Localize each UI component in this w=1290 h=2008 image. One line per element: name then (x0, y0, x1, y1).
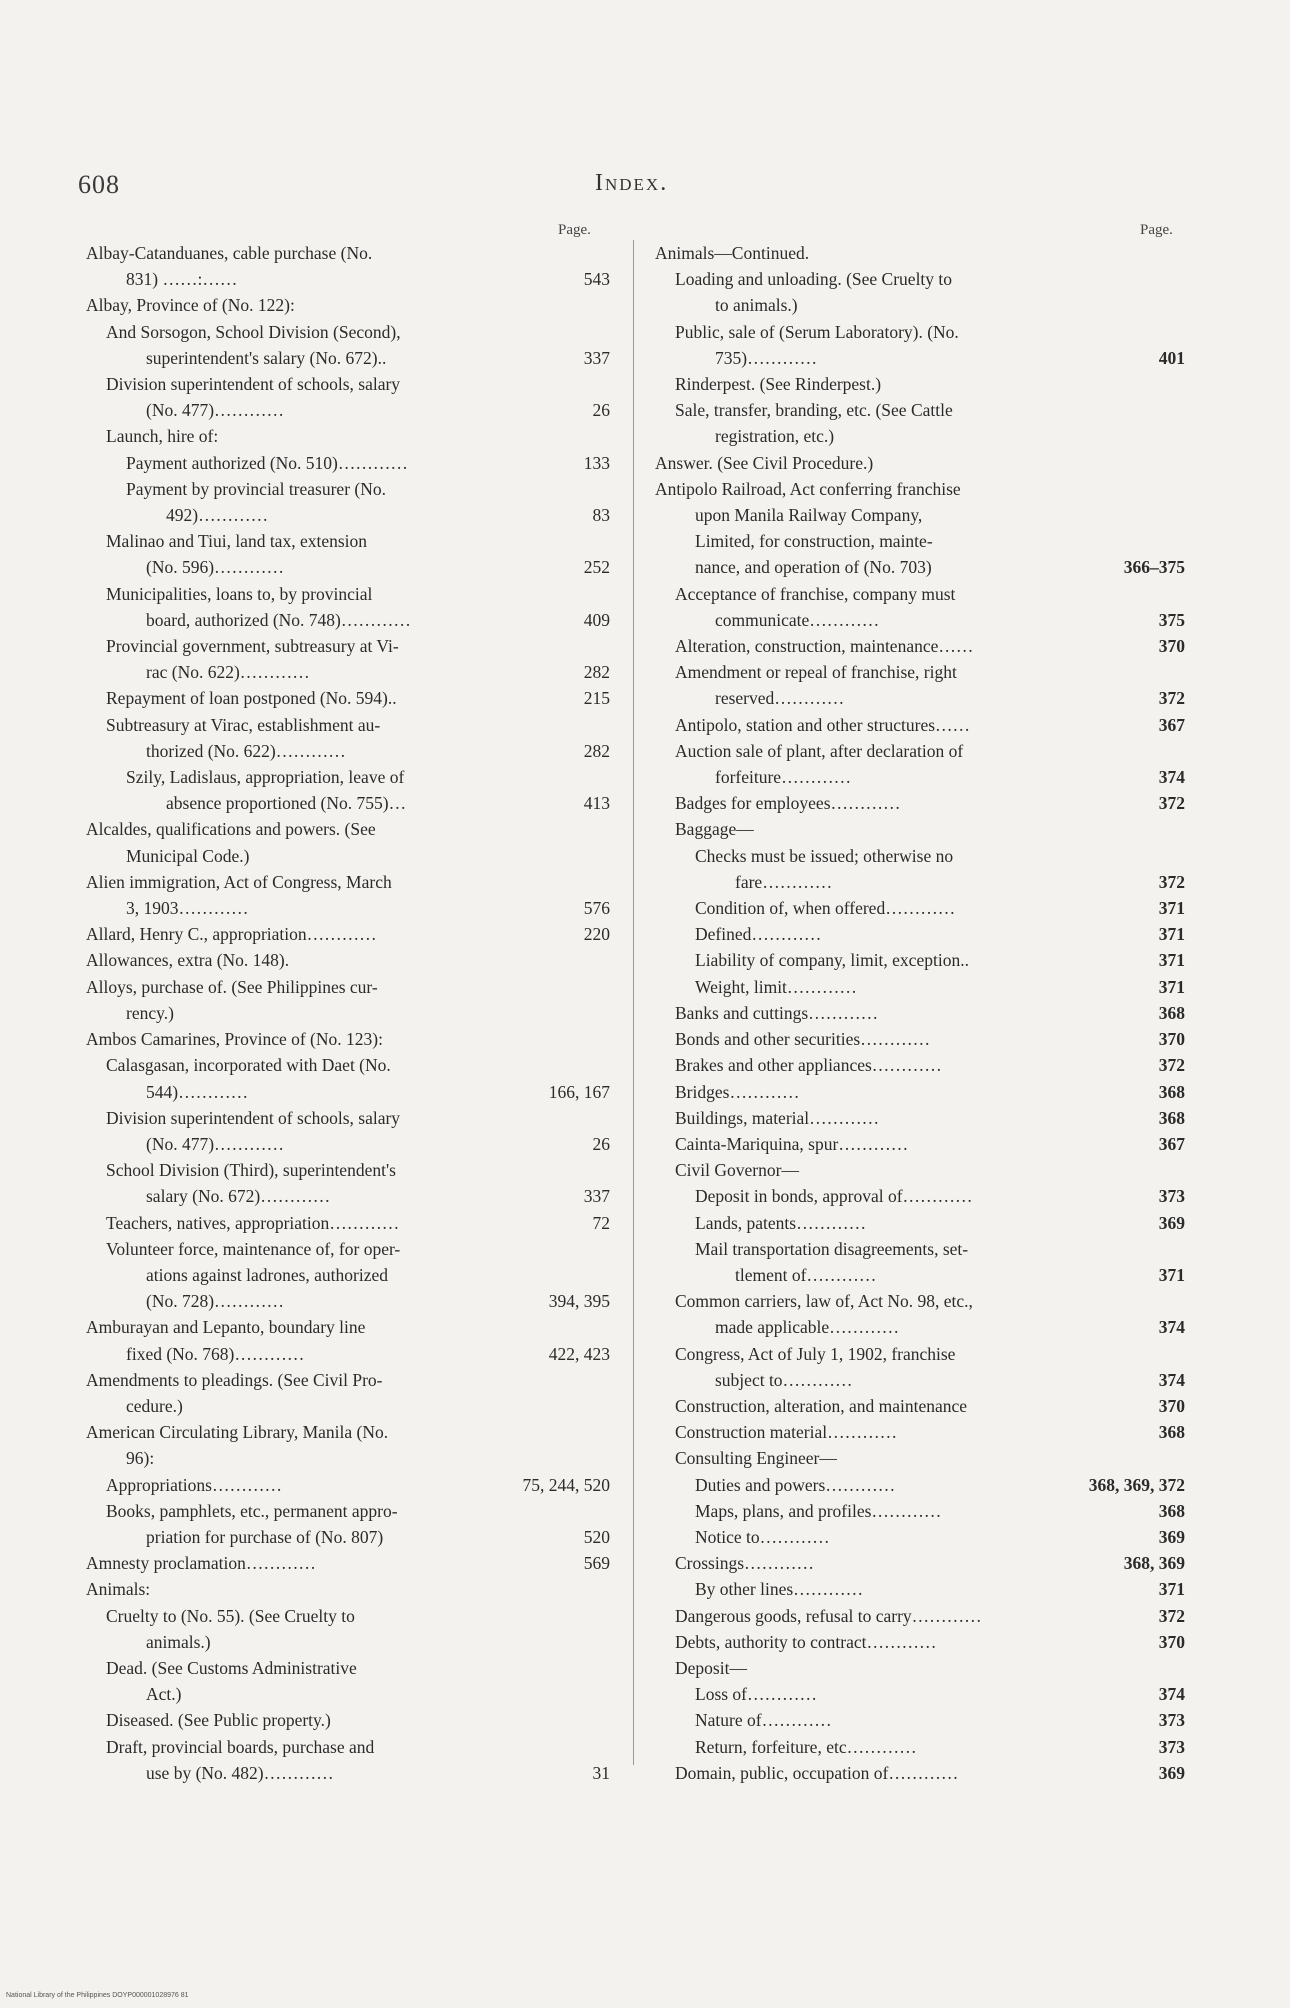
index-entry-line: Alloys, purchase of. (See Philippines cur- (86, 976, 378, 997)
index-entry-line: (No. 728)………… (146, 1291, 285, 1312)
index-entry (86, 1236, 610, 1315)
index-entry (655, 895, 1185, 921)
index-page-ref: 252 (583, 557, 610, 578)
index-entry (655, 371, 1185, 397)
index-entry-line: Payment authorized (No. 510)………… (126, 452, 408, 473)
index-entry-line: 3, 1903………… (126, 898, 249, 919)
index-page-ref: 83 (592, 505, 610, 526)
index-entry-line: rency.) (126, 1002, 174, 1023)
index-entry (86, 450, 610, 476)
index-page-ref: 368 (1158, 1081, 1185, 1102)
index-entry (655, 1550, 1185, 1576)
index-entry-line: Provincial government, subtreasury at Vi- (106, 636, 399, 657)
index-page-ref: 371 (1158, 1579, 1185, 1600)
index-entry-line: Congress, Act of July 1, 1902, franchise (675, 1343, 956, 1364)
index-page-ref: 368, 369, 372 (1088, 1474, 1185, 1495)
index-page-ref: 75, 244, 520 (522, 1474, 610, 1495)
index-entry (86, 1210, 610, 1236)
index-entry (655, 1629, 1185, 1655)
index-page-ref: 422, 423 (548, 1343, 610, 1364)
index-entry (86, 1734, 610, 1786)
index-page-ref: 369 (1158, 1212, 1185, 1233)
index-entry (655, 816, 1185, 842)
index-page-ref: 374 (1158, 1317, 1185, 1338)
index-entry-line: Domain, public, occupation of………… (675, 1762, 959, 1783)
index-entry-line: Deposit— (675, 1657, 747, 1678)
index-entry (655, 1760, 1185, 1786)
index-entry (655, 1445, 1185, 1471)
index-entry-line: Sale, transfer, branding, etc. (See Cattle (675, 400, 953, 421)
index-entry (86, 685, 610, 711)
index-entry-line: tlement of………… (735, 1264, 877, 1285)
index-column-left (86, 240, 610, 1786)
index-page-ref: 374 (1158, 767, 1185, 788)
index-entry (655, 1472, 1185, 1498)
index-entry (655, 1603, 1185, 1629)
index-entry-line: Public, sale of (Serum Laboratory). (No. (675, 321, 959, 342)
index-entry (655, 1288, 1185, 1340)
index-entry-line: forfeiture………… (715, 767, 852, 788)
index-entry (655, 633, 1185, 659)
index-entry-line: Appropriations………… (106, 1474, 282, 1495)
index-page-ref: 371 (1158, 976, 1185, 997)
index-entry-line: Checks must be issued; otherwise no (695, 845, 954, 866)
index-entry (655, 1157, 1185, 1183)
index-entry (86, 1655, 610, 1707)
index-page-ref: 374 (1158, 1369, 1185, 1390)
index-entry (655, 581, 1185, 633)
index-entry-line: to animals.) (715, 295, 798, 316)
index-entry-line: Brakes and other appliances………… (675, 1055, 942, 1076)
index-page-ref: 166, 167 (548, 1081, 610, 1102)
index-entry-line: Buildings, material………… (675, 1107, 880, 1128)
index-entry (86, 1367, 610, 1419)
index-entry-line: (No. 477)………… (146, 1133, 285, 1154)
index-page-ref: 370 (1158, 1395, 1185, 1416)
index-entry (655, 1734, 1185, 1760)
index-page-ref: 31 (592, 1762, 610, 1783)
index-entry (655, 1681, 1185, 1707)
index-entry-line: American Circulating Library, Manila (No. (86, 1422, 389, 1443)
index-page-ref: 413 (583, 793, 610, 814)
index-entry (655, 1026, 1185, 1052)
index-entry-line: Weight, limit………… (695, 976, 857, 997)
page-column-heading-left: Page. (558, 222, 591, 238)
index-entry (86, 1498, 610, 1550)
index-page-ref: 366–375 (1123, 557, 1185, 578)
index-page-ref: 370 (1158, 636, 1185, 657)
index-entry-line: (No. 477)………… (146, 400, 285, 421)
index-entry-line: Loading and unloading. (See Cruelty to (675, 269, 953, 290)
index-entry (655, 240, 1185, 266)
index-entry-line: Limited, for construction, mainte- (695, 531, 933, 552)
index-entry-line: 831) ……:…… (126, 269, 238, 290)
index-entry (655, 476, 1185, 581)
index-column-right (655, 240, 1185, 1786)
index-entry (86, 1419, 610, 1471)
index-entry-line: Maps, plans, and profiles………… (695, 1500, 942, 1521)
index-entry (655, 712, 1185, 738)
index-entry (655, 947, 1185, 973)
index-page-ref: 368 (1158, 1422, 1185, 1443)
index-page-ref: 576 (583, 898, 610, 919)
index-entry (655, 450, 1185, 476)
index-page-ref: 409 (583, 609, 610, 630)
index-entry (655, 1524, 1185, 1550)
index-entry (86, 528, 610, 580)
index-entry (86, 1603, 610, 1655)
index-entry-line: use by (No. 482)………… (146, 1762, 334, 1783)
index-entry-line: Amnesty proclamation………… (86, 1553, 316, 1574)
index-entry (86, 869, 610, 921)
index-page-ref: 72 (592, 1212, 610, 1233)
index-entry (86, 1707, 610, 1733)
index-entry-line: 735)………… (715, 347, 818, 368)
index-entry (86, 921, 610, 947)
index-entry-line: Bridges………… (675, 1081, 800, 1102)
index-entry (86, 371, 610, 423)
index-entry-line: Notice to………… (695, 1526, 830, 1547)
index-page-ref: 520 (583, 1526, 610, 1547)
index-page-ref: 371 (1158, 898, 1185, 919)
index-entry-line: Dead. (See Customs Administrative (106, 1657, 357, 1678)
index-page-ref: 569 (583, 1553, 610, 1574)
index-entry-line: Deposit in bonds, approval of………… (695, 1186, 973, 1207)
index-entry (86, 1157, 610, 1209)
index-entry-line: Common carriers, law of, Act No. 98, etc., (675, 1291, 973, 1312)
index-entry-line: Lands, patents………… (695, 1212, 867, 1233)
index-entry (655, 266, 1185, 318)
index-entry-line: Division superintendent of schools, salary (106, 374, 401, 395)
index-page-ref: 371 (1158, 950, 1185, 971)
index-entry-line: 492)………… (166, 505, 269, 526)
running-head: Index. (595, 170, 669, 196)
index-entry-line: Mail transportation disagreements, set- (695, 1238, 969, 1259)
index-page-ref: 282 (583, 662, 610, 683)
index-entry-line: Baggage— (675, 819, 754, 840)
index-entry-line: Books, pamphlets, etc., permanent appro- (106, 1500, 398, 1521)
index-page-ref: 373 (1158, 1736, 1185, 1757)
index-entry-line: Volunteer force, maintenance of, for oper- (106, 1238, 401, 1259)
index-page-ref: 371 (1158, 1264, 1185, 1285)
index-page-ref: 368 (1158, 1500, 1185, 1521)
index-entry (655, 319, 1185, 371)
index-entry-line: Subtreasury at Virac, establishment au- (106, 714, 381, 735)
index-entry-line: Malinao and Tiui, land tax, extension (106, 531, 368, 552)
index-entry-line: Badges for employees………… (675, 793, 901, 814)
index-page-ref: 215 (583, 688, 610, 709)
index-entry-line: ations against ladrones, authorized (146, 1264, 389, 1285)
index-entry (655, 1052, 1185, 1078)
index-entry (655, 921, 1185, 947)
index-entry-line: Antipolo, station and other structures…… (675, 714, 971, 735)
index-entry-line: superintendent's salary (No. 672).. (146, 347, 387, 368)
index-entry (86, 1550, 610, 1576)
index-entry-line: Calasgasan, incorporated with Daet (No. (106, 1055, 391, 1076)
index-entry-line: Municipalities, loans to, by provincial (106, 583, 373, 604)
index-entry-line: Debts, authority to contract………… (675, 1631, 937, 1652)
index-entry (655, 1183, 1185, 1209)
index-entry-line: Return, forfeiture, etc………… (695, 1736, 917, 1757)
index-entry-line: Dangerous goods, refusal to carry………… (675, 1605, 982, 1626)
index-entry (655, 1210, 1185, 1236)
index-entry-line: (No. 596)………… (146, 557, 285, 578)
index-entry-line: Albay-Catanduanes, cable purchase (No. (86, 243, 373, 263)
index-page-ref: 394, 395 (548, 1291, 610, 1312)
index-entry-line: Allowances, extra (No. 148). (86, 950, 290, 971)
index-entry-line: Loss of………… (695, 1684, 818, 1705)
index-entry-line: Cruelty to (No. 55). (See Cruelty to (106, 1605, 355, 1626)
index-entry-line: 96): (126, 1448, 155, 1469)
index-entry (86, 1576, 610, 1602)
page-number: 608 (78, 170, 120, 199)
index-entry (86, 581, 610, 633)
index-entry-line: Crossings………… (675, 1553, 815, 1574)
index-entry-line: 544)………… (146, 1081, 249, 1102)
index-entry-line: Division superintendent of schools, salary (106, 1107, 401, 1128)
index-entry (655, 1079, 1185, 1105)
index-entry-line: Condition of, when offered………… (695, 898, 956, 919)
index-entry (86, 1026, 610, 1052)
index-entry (86, 712, 610, 764)
index-entry (86, 476, 610, 528)
index-entry-line: Launch, hire of: (106, 426, 219, 447)
index-entry-line: Act.) (146, 1684, 182, 1705)
index-entry-line: Defined………… (695, 924, 822, 945)
index-page-ref: 369 (1158, 1526, 1185, 1547)
index-page-ref: 373 (1158, 1186, 1185, 1207)
index-entry-line: Construction material………… (675, 1422, 898, 1443)
index-entry-line: made applicable………… (715, 1317, 900, 1338)
index-entry-line: fixed (No. 768)………… (126, 1343, 305, 1364)
index-entry-line: Amendments to pleadings. (See Civil Pro- (86, 1369, 383, 1390)
index-entry-line: Diseased. (See Public property.) (106, 1710, 331, 1731)
index-entry-line: absence proportioned (No. 755)… (166, 793, 407, 814)
index-page-ref: 367 (1158, 714, 1185, 735)
index-entry (655, 1655, 1185, 1681)
index-entry-line: Alien immigration, Act of Congress, March (86, 871, 392, 892)
index-entry (655, 1576, 1185, 1602)
index-entry-line: Banks and cuttings………… (675, 1002, 879, 1023)
index-entry (655, 974, 1185, 1000)
index-entry-line: Antipolo Railroad, Act conferring franchise (655, 478, 961, 499)
page-column-heading-right: Page. (1140, 222, 1173, 238)
index-entry-line: By other lines………… (695, 1579, 864, 1600)
index-entry-line: Alteration, construction, maintenance…… (675, 636, 974, 657)
index-entry (655, 1707, 1185, 1733)
index-page-ref: 368, 369 (1123, 1553, 1185, 1574)
index-entry-line: Draft, provincial boards, purchase and (106, 1736, 375, 1757)
index-entry-line: subject to………… (715, 1369, 853, 1390)
index-entry (655, 1105, 1185, 1131)
index-page-ref: 368 (1158, 1107, 1185, 1128)
index-entry-line: Bonds and other securities………… (675, 1029, 931, 1050)
index-entry-line: upon Manila Railway Company, (695, 505, 923, 526)
index-entry-line: Auction sale of plant, after declaration of (675, 740, 964, 761)
index-entry-line: Consulting Engineer— (675, 1448, 837, 1469)
index-entry-line: Answer. (See Civil Procedure.) (655, 452, 874, 473)
index-page-ref: 337 (583, 347, 610, 368)
index-entry (86, 974, 610, 1026)
index-entry-line: animals.) (146, 1631, 211, 1652)
index-entry (86, 1052, 610, 1104)
index-entry-line: rac (No. 622)………… (146, 662, 310, 683)
index-entry-line: Alcaldes, qualifications and powers. (See (86, 819, 376, 840)
index-entry-line: fare………… (735, 871, 833, 892)
index-entry-line: And Sorsogon, School Division (Second), (106, 321, 401, 342)
index-entry-line: Amburayan and Lepanto, boundary line (86, 1317, 366, 1338)
index-entry (86, 1105, 610, 1157)
index-entry-line: Teachers, natives, appropriation………… (106, 1212, 400, 1233)
index-page-ref: 26 (592, 400, 610, 421)
index-entry (655, 659, 1185, 711)
index-entry (86, 1314, 610, 1366)
index-entry-line: Payment by provincial treasurer (No. (126, 478, 386, 499)
index-entry-line: Amendment or repeal of franchise, right (675, 662, 957, 683)
index-page-ref: 372 (1158, 1605, 1185, 1626)
index-page-ref: 371 (1158, 924, 1185, 945)
index-entry-line: nance, and operation of (No. 703) (695, 557, 932, 578)
index-page-ref: 370 (1158, 1631, 1185, 1652)
index-entry (86, 240, 610, 292)
index-entry-line: Duties and powers………… (695, 1474, 896, 1495)
index-page-ref: 372 (1158, 871, 1185, 892)
index-entry-line: salary (No. 672)………… (146, 1186, 331, 1207)
index-entry-line: reserved………… (715, 688, 845, 709)
index-page-ref: 401 (1158, 347, 1185, 368)
index-entry-line: Ambos Camarines, Province of (No. 123): (86, 1029, 383, 1050)
index-entry-line: priation for purchase of (No. 807) (146, 1526, 384, 1547)
index-entry-line: Liability of company, limit, exception.. (695, 950, 969, 971)
index-entry (655, 1131, 1185, 1157)
index-entry-line: Albay, Province of (No. 122): (86, 295, 295, 316)
index-entry-line: Nature of………… (695, 1710, 832, 1731)
index-entry-line: Repayment of loan postponed (No. 594).. (106, 688, 397, 709)
index-page-ref: 372 (1158, 688, 1185, 709)
index-entry (655, 1393, 1185, 1419)
index-entry-line: Municipal Code.) (126, 845, 250, 866)
index-entry (655, 1236, 1185, 1288)
index-page-ref: 372 (1158, 793, 1185, 814)
index-page-ref: 337 (583, 1186, 610, 1207)
index-entry (86, 1472, 610, 1498)
index-entry (655, 790, 1185, 816)
index-page-ref: 133 (583, 452, 610, 473)
index-entry (86, 319, 610, 371)
index-entry (655, 1341, 1185, 1393)
index-entry-line: board, authorized (No. 748)………… (146, 609, 411, 630)
index-entry (655, 1419, 1185, 1445)
index-entry-line: Cainta-Mariquina, spur………… (675, 1133, 909, 1154)
index-page-ref: 370 (1158, 1029, 1185, 1050)
index-entry (86, 947, 610, 973)
index-entry-line: School Division (Third), superintendent's (106, 1160, 396, 1181)
index-page-ref: 26 (592, 1133, 610, 1154)
index-entry-line: communicate………… (715, 609, 880, 630)
index-page-ref: 543 (583, 269, 610, 290)
index-page-ref: 373 (1158, 1710, 1185, 1731)
index-entry-line: Animals: (86, 1579, 151, 1600)
index-entry-line: Acceptance of franchise, company must (675, 583, 956, 604)
index-entry (86, 292, 610, 318)
index-page-ref: 282 (583, 740, 610, 761)
index-entry (655, 738, 1185, 790)
index-entry-line: Szily, Ladislaus, appropriation, leave of (126, 767, 405, 788)
index-entry-line: registration, etc.) (715, 426, 835, 447)
index-entry-line: Allard, Henry C., appropriation………… (86, 924, 377, 945)
index-entry-line: thorized (No. 622)………… (146, 740, 346, 761)
index-entry-line: Animals—Continued. (655, 243, 810, 263)
index-entry (655, 1498, 1185, 1524)
scan-footer: National Library of the Philippines DOYP000001028976 81 (6, 1992, 189, 1999)
index-page-ref: 374 (1158, 1684, 1185, 1705)
index-entry (655, 397, 1185, 449)
index-page-ref: 375 (1158, 609, 1185, 630)
index-entry (86, 633, 610, 685)
column-divider (633, 240, 634, 1765)
index-page-ref: 220 (583, 924, 610, 945)
index-entry (86, 423, 610, 449)
index-entry-line: Construction, alteration, and maintenance (675, 1395, 968, 1416)
index-page-ref: 367 (1158, 1133, 1185, 1154)
index-entry (655, 843, 1185, 895)
index-entry (86, 764, 610, 816)
index-page-ref: 369 (1158, 1762, 1185, 1783)
index-entry-line: cedure.) (126, 1395, 183, 1416)
index-page-ref: 368 (1158, 1002, 1185, 1023)
index-entry (655, 1000, 1185, 1026)
index-entry (86, 816, 610, 868)
index-page-ref: 372 (1158, 1055, 1185, 1076)
index-entry-line: Civil Governor— (675, 1160, 799, 1181)
index-entry-line: Rinderpest. (See Rinderpest.) (675, 374, 882, 395)
